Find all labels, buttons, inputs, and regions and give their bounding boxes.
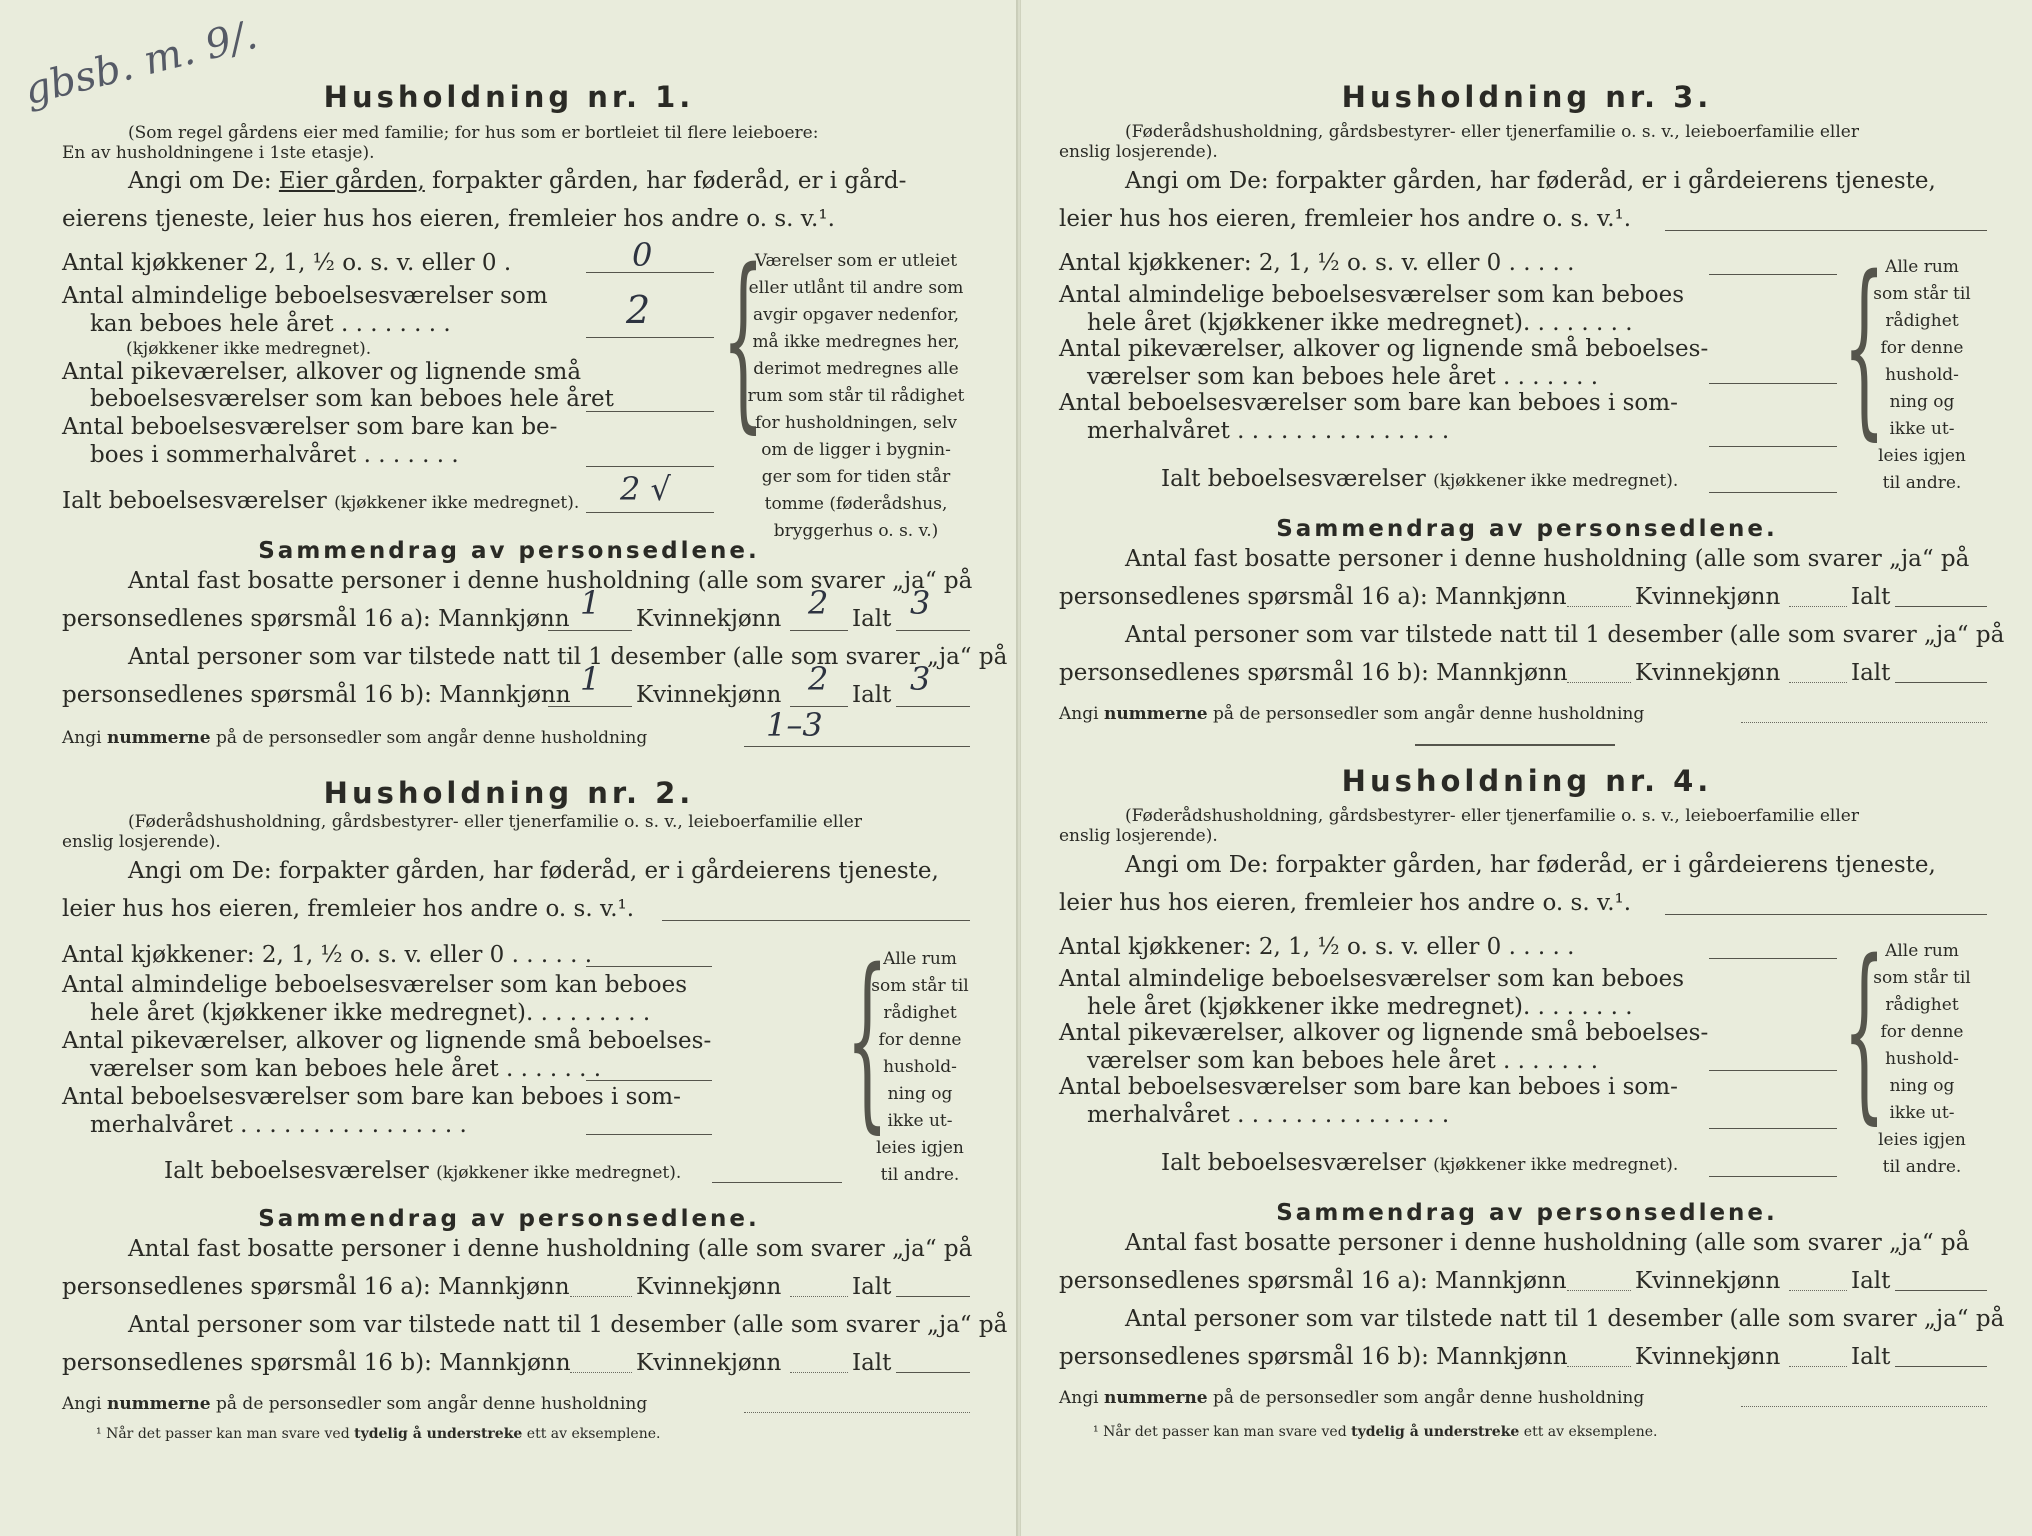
household-1-total-field[interactable] bbox=[586, 512, 714, 513]
household-3-sum-a1: Antal fast bosatte personer i denne husholdning (alle som svarer „ja“ på bbox=[1125, 546, 1970, 572]
household3-side-note-line: hushold- bbox=[1885, 365, 1959, 385]
household-3-sum-b2: personsedlenes spørsmål 16 b): Mannkjønn bbox=[1059, 660, 1568, 686]
numbers-prefix: Angi bbox=[62, 1394, 102, 1414]
household1-side-note-line: må ikke medregnes her, bbox=[752, 332, 960, 352]
household-1-sum-b-kvinne: Kvinnekjønn bbox=[636, 682, 782, 708]
household-4-sum-b2: personsedlenes spørsmål 16 b): Mannkjønn bbox=[1059, 1344, 1568, 1370]
household-1-angi-line-1 bbox=[128, 168, 906, 195]
household-4-total-field[interactable] bbox=[1709, 1176, 1837, 1177]
household-2-kitchens: Antal kjøkkener: 2, 1, ½ o. s. v. eller 0 . . . . . . bbox=[62, 942, 593, 968]
household-2-sum-a-kvinne: Kvinnekjønn bbox=[636, 1274, 782, 1300]
numbers-prefix: Angi bbox=[1059, 1388, 1099, 1408]
household-2-numbers-row bbox=[62, 1394, 647, 1414]
household-4-sum-b1: Antal personer som var tilstede natt til 1 desember (alle som svarer „ja“ på bbox=[1125, 1306, 2005, 1332]
household-4-rooms-3b: merhalvåret . . . . . . . . . . . . . . . bbox=[1087, 1102, 1450, 1128]
total-note: (kjøkkener ikke medregnet). bbox=[334, 493, 580, 513]
household-4-sum-b-kvinne: Kvinnekjønn bbox=[1635, 1344, 1781, 1370]
numbers-rest: på de personsedler som angår denne husholdning bbox=[216, 1394, 648, 1414]
footnote-mark: ¹ bbox=[96, 1426, 102, 1442]
household2-side-note-line: til andre. bbox=[880, 1165, 960, 1185]
numbers-bold: nummerne bbox=[1103, 704, 1208, 724]
household-4-numbers-field[interactable] bbox=[1741, 1406, 1987, 1407]
household-3-title: Husholdning nr. 3. bbox=[1341, 80, 1713, 114]
household-1-side-note bbox=[736, 248, 976, 545]
household1-side-note-line: tomme (føderådshus, bbox=[764, 494, 948, 514]
household-1-rooms-3a: Antal beboelsesværelser som bare kan be- bbox=[62, 414, 558, 440]
household-2-note-2: enslig losjerende). bbox=[62, 832, 221, 852]
household-2-rooms-3b: merhalvåret . . . . . . . . . . . . . . . . bbox=[90, 1112, 467, 1138]
household4-side-note-line: Alle rum bbox=[1885, 941, 1959, 961]
household-4-rooms-2b: værelser som kan beboes hele året . . . . . . . bbox=[1087, 1048, 1599, 1074]
household2-side-note-line: ikke ut- bbox=[887, 1111, 953, 1131]
angi-prefix: Angi om De: bbox=[128, 168, 272, 194]
household-2-rooms-1b: hele året (kjøkkener ikke medregnet). . . . . . . . . bbox=[90, 1000, 651, 1026]
household-2-sum-a-ialt: Ialt bbox=[852, 1274, 892, 1300]
household-2-brace: { bbox=[846, 929, 889, 1150]
household-4-note-2: enslig losjerende). bbox=[1059, 826, 1218, 846]
household-1-small-rooms-field[interactable] bbox=[586, 411, 714, 412]
household-1-sum-a2: personsedlenes spørsmål 16 a): Mannkjønn bbox=[62, 606, 570, 632]
household3-side-note-line: ikke ut- bbox=[1889, 419, 1955, 439]
household-1-title: Husholdning nr. 1. bbox=[323, 80, 695, 114]
household-1-sum-a-male: 1 bbox=[580, 584, 601, 622]
household-3-note-1: (Føderådshusholdning, gårdsbestyrer- eller tjenerfamilie o. s. v., leieboerfamilie eller bbox=[1125, 122, 1859, 142]
household-2-sum-b-male-field[interactable] bbox=[570, 1372, 632, 1373]
household-1-kitchens-value: 0 bbox=[632, 236, 653, 274]
footnote-text-2: ett av eksemplene. bbox=[1523, 1424, 1658, 1440]
household-1-sum-b-female: 2 bbox=[808, 660, 829, 698]
household-2-summary-title: Sammendrag av personsedlene. bbox=[258, 1206, 760, 1232]
household2-side-note-line: leies igjen bbox=[876, 1138, 964, 1158]
household-2-small-rooms-field[interactable] bbox=[586, 1080, 712, 1081]
footnote-text-1: Når det passer kan man svare ved bbox=[1103, 1424, 1347, 1440]
household-3-sum-b1: Antal personer som var tilstede natt til 1 desember (alle som svarer „ja“ på bbox=[1125, 622, 2005, 648]
household-2-sum-b-female-field[interactable] bbox=[790, 1372, 848, 1373]
household-4-brace: { bbox=[1843, 920, 1886, 1141]
household-4-sum-b-male-field[interactable] bbox=[1567, 1366, 1631, 1367]
household-3-sum-b-kvinne: Kvinnekjønn bbox=[1635, 660, 1781, 686]
margin-note: gbsb. m. 9/. bbox=[19, 11, 262, 115]
household-2-angi-1: Angi om De: forpakter gården, har føderåd, er i gårdeierens tjeneste, bbox=[128, 858, 939, 884]
household3-side-note-line: ning og bbox=[1889, 392, 1955, 412]
household1-side-note-line: ger som for tiden står bbox=[761, 467, 951, 487]
household-1-rooms-2a: Antal pikeværelser, alkover og lignende små bbox=[62, 359, 582, 385]
household-1-sum-b2: personsedlenes spørsmål 16 b): Mannkjønn bbox=[62, 682, 571, 708]
household4-side-note-line: til andre. bbox=[1882, 1157, 1962, 1177]
total-note: (kjøkkener ikke medregnet). bbox=[1433, 471, 1679, 491]
household4-side-note-line: rådighet bbox=[1885, 995, 1959, 1015]
household-2-rooms-2b: værelser som kan beboes hele året . . . . . . . bbox=[90, 1056, 602, 1082]
household-1-rooms-3b: boes i sommerhalvåret . . . . . . . bbox=[90, 442, 459, 468]
household-4-side-note bbox=[1857, 938, 1987, 1181]
household-4-title: Husholdning nr. 4. bbox=[1341, 764, 1713, 798]
household1-side-note-line: for husholdningen, selv bbox=[754, 413, 958, 433]
total-label: Ialt beboelsesværelser bbox=[1161, 466, 1426, 492]
household-2-sum-b-ialt: Ialt bbox=[852, 1350, 892, 1376]
household1-side-note-line: avgir opgaver nedenfor, bbox=[752, 305, 959, 325]
household-3-sum-a-female-field[interactable] bbox=[1789, 606, 1847, 607]
household-4-summary-title: Sammendrag av personsedlene. bbox=[1276, 1200, 1778, 1226]
footnote-mark: ¹ bbox=[1093, 1424, 1099, 1440]
household-3-note-2: enslig losjerende). bbox=[1059, 142, 1218, 162]
household-3-sum-a-ialt: Ialt bbox=[1851, 584, 1891, 610]
household-2-summer-rooms-field[interactable] bbox=[586, 1134, 712, 1135]
household-2-kitchens-field[interactable] bbox=[586, 966, 712, 967]
household-1-sum-b-total-field[interactable] bbox=[896, 706, 970, 707]
footnote-bold: tydelig å understreke bbox=[1351, 1424, 1520, 1440]
household-2-sum-a2: personsedlenes spørsmål 16 a): Mannkjønn bbox=[62, 1274, 570, 1300]
household-1-rooms-1c: (kjøkkener ikke medregnet). bbox=[126, 339, 372, 359]
household-3-brace: { bbox=[1843, 236, 1886, 457]
household1-side-note-line: bryggerhus o. s. v.) bbox=[773, 521, 939, 541]
household-3-summary-title: Sammendrag av personsedlene. bbox=[1276, 516, 1778, 542]
numbers-prefix: Angi bbox=[62, 728, 102, 748]
household-4-rooms-1a: Antal almindelige beboelsesværelser som kan beboes bbox=[1059, 966, 1685, 992]
angi-selected-option[interactable]: Eier gården, bbox=[278, 168, 425, 194]
household-3-small-rooms-field[interactable] bbox=[1709, 383, 1837, 384]
household2-side-note-line: rådighet bbox=[883, 1003, 957, 1023]
household-1-rooms-2b: beboelsesværelser som kan beboes hele året bbox=[90, 386, 614, 412]
household-3-numbers-row bbox=[1059, 704, 1644, 724]
numbers-rest: på de personsedler som angår denne husholdning bbox=[216, 728, 648, 748]
numbers-prefix: Angi bbox=[1059, 704, 1099, 724]
household2-side-note-line: Alle rum bbox=[883, 949, 957, 969]
household-1-rooms-1a: Antal almindelige beboelsesværelser som bbox=[62, 283, 548, 309]
household-2-angi-field[interactable] bbox=[662, 920, 970, 921]
household-4-rooms-3a: Antal beboelsesværelser som bare kan beboes i som- bbox=[1059, 1074, 1678, 1100]
household1-side-note-line: derimot medregnes alle bbox=[753, 359, 959, 379]
household-4-angi-1: Angi om De: forpakter gården, har føderåd, er i gårdeierens tjeneste, bbox=[1125, 852, 1936, 878]
household-1-sum-b-total: 3 bbox=[910, 660, 931, 698]
left-footnote bbox=[96, 1426, 660, 1443]
household-2-rooms-2a: Antal pikeværelser, alkover og lignende små beboelses- bbox=[62, 1028, 712, 1054]
household-2-sum-b2: personsedlenes spørsmål 16 b): Mannkjønn bbox=[62, 1350, 571, 1376]
household3-side-note-line: Alle rum bbox=[1885, 257, 1959, 277]
household-1-sum-b-male: 1 bbox=[580, 660, 601, 698]
footnote-text-1: Når det passer kan man svare ved bbox=[106, 1426, 350, 1442]
household-1-rooms-value: 2 bbox=[626, 288, 651, 332]
household-4-sum-a-total-field[interactable] bbox=[1895, 1290, 1987, 1291]
household-3-rooms-1b: hele året (kjøkkener ikke medregnet). . . . . . . . bbox=[1087, 310, 1633, 336]
household-4-sum-a-ialt: Ialt bbox=[1851, 1268, 1891, 1294]
household3-side-note-line: som står til bbox=[1873, 284, 1971, 304]
household-1-numbers-row bbox=[62, 728, 647, 748]
numbers-bold: nummerne bbox=[1103, 1388, 1208, 1408]
household1-side-note-line: eller utlånt til andre som bbox=[748, 278, 964, 298]
household1-side-note-line: rum som står til rådighet bbox=[747, 386, 965, 406]
household-3-sum-a-kvinne: Kvinnekjønn bbox=[1635, 584, 1781, 610]
household4-side-note-line: leies igjen bbox=[1878, 1130, 1966, 1150]
household-4-small-rooms-field[interactable] bbox=[1709, 1070, 1837, 1071]
household4-side-note-line: som står til bbox=[1873, 968, 1971, 988]
household-1-sum-b-ialt: Ialt bbox=[852, 682, 892, 708]
total-note: (kjøkkener ikke medregnet). bbox=[1433, 1155, 1679, 1175]
household-3-sum-b-ialt: Ialt bbox=[1851, 660, 1891, 686]
household-4-rooms-2a: Antal pikeværelser, alkover og lignende små beboelses- bbox=[1059, 1020, 1709, 1046]
household-2-sum-a1: Antal fast bosatte personer i denne husholdning (alle som svarer „ja“ på bbox=[128, 1236, 973, 1262]
household-3-angi-1: Angi om De: forpakter gården, har føderåd, er i gårdeierens tjeneste, bbox=[1125, 168, 1936, 194]
household-1-sum-a1: Antal fast bosatte personer i denne husholdning (alle som svarer „ja“ på bbox=[128, 568, 973, 594]
household-2-side-note bbox=[860, 946, 980, 1189]
numbers-bold: nummerne bbox=[106, 728, 211, 748]
household-1-rooms-1b: kan beboes hele året . . . . . . . . bbox=[90, 311, 451, 337]
household-4-sum-a-male-field[interactable] bbox=[1567, 1290, 1631, 1291]
household-3-sum-b-total-field[interactable] bbox=[1895, 682, 1987, 683]
right-page bbox=[1020, 0, 2032, 1536]
household-3-angi-2: leier hus hos eieren, fremleier hos andre o. s. v.¹. bbox=[1059, 206, 1632, 232]
household3-side-note-line: for denne bbox=[1880, 338, 1964, 358]
household-3-sum-b-male-field[interactable] bbox=[1567, 682, 1631, 683]
household-4-sum-a-kvinne: Kvinnekjønn bbox=[1635, 1268, 1781, 1294]
household-3-total-row bbox=[1161, 466, 1678, 493]
household-1-kitchens-label: Antal kjøkkener 2, 1, ½ o. s. v. eller 0 . bbox=[62, 250, 512, 276]
household-2-sum-b1: Antal personer som var tilstede natt til 1 desember (alle som svarer „ja“ på bbox=[128, 1312, 1008, 1338]
household-1-numbers-field[interactable] bbox=[744, 746, 970, 747]
household-2-sum-a-male-field[interactable] bbox=[570, 1296, 632, 1297]
household-2-rooms-3a: Antal beboelsesværelser som bare kan beboes i som- bbox=[62, 1084, 681, 1110]
household-2-numbers-field[interactable] bbox=[744, 1412, 970, 1413]
household-4-note-1: (Føderådshusholdning, gårdsbestyrer- eller tjenerfamilie o. s. v., leieboerfamilie eller bbox=[1125, 806, 1859, 826]
household-4-kitchens-field[interactable] bbox=[1709, 958, 1837, 959]
household2-side-note-line: for denne bbox=[878, 1030, 962, 1050]
footnote-bold: tydelig å understreke bbox=[354, 1426, 523, 1442]
household-3-sum-a-total-field[interactable] bbox=[1895, 606, 1987, 607]
household-1-summer-rooms-field[interactable] bbox=[586, 466, 714, 467]
household-4-sum-b-total-field[interactable] bbox=[1895, 1366, 1987, 1367]
household-3-rooms-2a: Antal pikeværelser, alkover og lignende små beboelses- bbox=[1059, 336, 1709, 362]
household-4-sum-a1: Antal fast bosatte personer i denne husholdning (alle som svarer „ja“ på bbox=[1125, 1230, 1970, 1256]
household-2-sum-b-kvinne: Kvinnekjønn bbox=[636, 1350, 782, 1376]
household-3-sum-a2: personsedlenes spørsmål 16 a): Mannkjønn bbox=[1059, 584, 1567, 610]
household-3-kitchens: Antal kjøkkener: 2, 1, ½ o. s. v. eller 0 . . . . . bbox=[1059, 250, 1575, 276]
household-3-angi-field[interactable] bbox=[1665, 230, 1987, 231]
household-4-angi-field[interactable] bbox=[1665, 914, 1987, 915]
household-3-rooms-2b: værelser som kan beboes hele året . . . . . . . bbox=[1087, 364, 1599, 390]
household-2-total-field[interactable] bbox=[712, 1182, 842, 1183]
household-1-sum-a-ialt: Ialt bbox=[852, 606, 892, 632]
household-4-rooms-1b: hele året (kjøkkener ikke medregnet). . . . . . . . bbox=[1087, 994, 1633, 1020]
household-1-total-row bbox=[62, 488, 579, 515]
household-3-rooms-3b: merhalvåret . . . . . . . . . . . . . . . bbox=[1087, 418, 1450, 444]
household-1-sum-b1: Antal personer som var tilstede natt til 1 desember (alle som svarer „ja“ på bbox=[128, 644, 1008, 670]
household-1-sum-a-female: 2 bbox=[808, 584, 829, 622]
household-4-total-row bbox=[1161, 1150, 1678, 1177]
household-1-sum-a-male-field[interactable] bbox=[548, 630, 632, 631]
total-label: Ialt beboelsesværelser bbox=[164, 1158, 429, 1184]
household4-side-note-line: ikke ut- bbox=[1889, 1103, 1955, 1123]
household-2-sum-a-female-field[interactable] bbox=[790, 1296, 848, 1297]
household-1-sum-b-male-field[interactable] bbox=[548, 706, 632, 707]
household-4-sum-b-ialt: Ialt bbox=[1851, 1344, 1891, 1370]
household-4-numbers-row bbox=[1059, 1388, 1644, 1408]
total-label: Ialt beboelsesværelser bbox=[62, 488, 327, 514]
numbers-rest: på de personsedler som angår denne husholdning bbox=[1213, 704, 1645, 724]
household-4-summer-rooms-field[interactable] bbox=[1709, 1128, 1837, 1129]
household-3-side-note bbox=[1857, 254, 1987, 497]
household-1-sum-a-female-field[interactable] bbox=[790, 630, 848, 631]
household2-side-note-line: ning og bbox=[887, 1084, 953, 1104]
household-3-rooms-3a: Antal beboelsesværelser som bare kan beboes i som- bbox=[1059, 390, 1678, 416]
section-divider bbox=[1415, 744, 1615, 746]
household-4-sum-b-female-field[interactable] bbox=[1789, 1366, 1847, 1367]
household4-side-note-line: hushold- bbox=[1885, 1049, 1959, 1069]
household-1-summary-title: Sammendrag av personsedlene. bbox=[258, 538, 760, 564]
household4-side-note-line: for denne bbox=[1880, 1022, 1964, 1042]
household-2-angi-2: leier hus hos eieren, fremleier hos andre o. s. v.¹. bbox=[62, 896, 635, 922]
household-2-sum-a-total-field[interactable] bbox=[896, 1296, 970, 1297]
household-1-angi-line-2: eierens tjeneste, leier hus hos eieren, fremleier hos andre o. s. v.¹. bbox=[62, 206, 835, 232]
household1-side-note-line: om de ligger i bygnin- bbox=[761, 440, 951, 460]
household-3-total-field[interactable] bbox=[1709, 492, 1837, 493]
household-3-numbers-field[interactable] bbox=[1741, 722, 1987, 723]
right-footnote bbox=[1093, 1424, 1657, 1441]
household-1-total-value: 2 √ bbox=[620, 470, 671, 508]
household-3-sum-a-male-field[interactable] bbox=[1567, 606, 1631, 607]
household-1-note-1: (Som regel gårdens eier med familie; for hus som er bortleiet til flere leieboere: bbox=[128, 123, 819, 143]
household-2-rooms-1a: Antal almindelige beboelsesværelser som kan beboes bbox=[62, 972, 688, 998]
household3-side-note-line: leies igjen bbox=[1878, 446, 1966, 466]
household-3-sum-b-female-field[interactable] bbox=[1789, 682, 1847, 683]
household4-side-note-line: ning og bbox=[1889, 1076, 1955, 1096]
angi-options: forpakter gården, har føderåd, er i gård- bbox=[432, 168, 907, 194]
household-4-sum-a2: personsedlenes spørsmål 16 a): Mannkjønn bbox=[1059, 1268, 1567, 1294]
household3-side-note-line: til andre. bbox=[1882, 473, 1962, 493]
household-1-sum-a-total: 3 bbox=[910, 584, 931, 622]
household-2-total-row bbox=[164, 1158, 681, 1185]
total-note: (kjøkkener ikke medregnet). bbox=[436, 1163, 682, 1183]
household-4-angi-2: leier hus hos eieren, fremleier hos andre o. s. v.¹. bbox=[1059, 890, 1632, 916]
household-4-sum-a-female-field[interactable] bbox=[1789, 1290, 1847, 1291]
household-1-brace: { bbox=[722, 229, 765, 450]
household-1-numbers-value: 1–3 bbox=[766, 706, 823, 744]
household2-side-note-line: som står til bbox=[871, 976, 969, 996]
household-4-kitchens: Antal kjøkkener: 2, 1, ½ o. s. v. eller 0 . . . . . bbox=[1059, 934, 1575, 960]
household-3-summer-rooms-field[interactable] bbox=[1709, 446, 1837, 447]
total-label: Ialt beboelsesværelser bbox=[1161, 1150, 1426, 1176]
numbers-bold: nummerne bbox=[106, 1394, 211, 1414]
household-2-note-1: (Føderådshusholdning, gårdsbestyrer- eller tjenerfamilie o. s. v., leieboerfamilie eller bbox=[128, 812, 862, 832]
household-1-rooms-field[interactable] bbox=[586, 337, 714, 338]
numbers-rest: på de personsedler som angår denne husholdning bbox=[1213, 1388, 1645, 1408]
household-1-note-2: En av husholdningene i 1ste etasje). bbox=[62, 143, 375, 163]
household2-side-note-line: hushold- bbox=[883, 1057, 957, 1077]
household1-side-note-line: Værelser som er utleiet bbox=[754, 251, 958, 271]
household3-side-note-line: rådighet bbox=[1885, 311, 1959, 331]
household-1-sum-a-total-field[interactable] bbox=[896, 630, 970, 631]
household-3-rooms-1a: Antal almindelige beboelsesværelser som kan beboes bbox=[1059, 282, 1685, 308]
household-3-kitchens-field[interactable] bbox=[1709, 274, 1837, 275]
household-2-title: Husholdning nr. 2. bbox=[323, 776, 695, 810]
household-2-sum-b-total-field[interactable] bbox=[896, 1372, 970, 1373]
household-1-sum-a-kvinne: Kvinnekjønn bbox=[636, 606, 782, 632]
footnote-text-2: ett av eksemplene. bbox=[526, 1426, 661, 1442]
